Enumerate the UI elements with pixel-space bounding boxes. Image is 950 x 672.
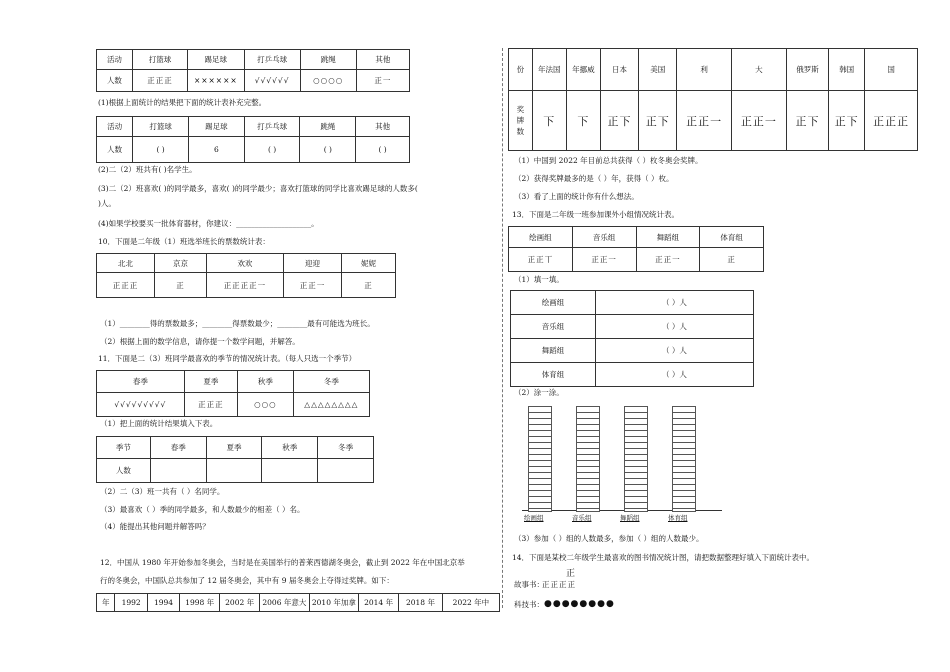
header-cell: 份: [509, 49, 533, 91]
header-cell: 年挪威: [566, 49, 600, 91]
vote-table: [96, 253, 396, 298]
header-cell: 迎迎: [284, 254, 342, 273]
header-cell: 音乐组: [572, 227, 636, 248]
row-cell: 人数: [97, 459, 151, 483]
row-cell: 正正正正一: [206, 273, 283, 298]
header-cell: 国: [865, 49, 918, 91]
row-cell: 正正正: [865, 91, 918, 151]
chart-category-label: 舞蹈组: [620, 514, 640, 522]
header-cell: 妮妮: [342, 254, 396, 273]
row-cell: ( ): [133, 137, 189, 163]
row-cell: 正下: [639, 91, 677, 151]
header-cell: 季节: [97, 437, 151, 459]
row-cell: [318, 459, 374, 483]
header-cell: 年法国: [532, 49, 566, 91]
row-cell: 正下: [786, 91, 828, 151]
problem-11-q4: （4）能提出其他问题并解答吗？: [100, 522, 210, 531]
row-cell: 正正一: [636, 248, 700, 272]
coloring-bar-chart: [522, 402, 722, 524]
question-4: (4)如果学校要买一批体育器材，你建议：____________________。: [98, 219, 319, 228]
header-cell: 欢欢: [206, 254, 283, 273]
problem-11: 11．下面是二（3）班同学最喜欢的季节的情况统计表。（每人只选一个季节）: [98, 354, 357, 363]
group-value-cell: （ ）人: [596, 363, 754, 387]
problem-13-q3: （3）参加（ ）组的人数最多，参加（ ）组的人数最少。: [514, 534, 704, 543]
activity-count-table: [96, 116, 410, 163]
question-3a: (3)二（2）班喜欢( )的同学最多，喜欢( )的同学最少；喜欢打篮球的同学比喜欢踢足球的人数多(: [98, 184, 418, 193]
row-cell: ( ): [244, 137, 300, 163]
header-cell: 春季: [97, 371, 185, 393]
header-cell: 跳绳: [300, 50, 356, 70]
row-cell: 正正正: [132, 70, 187, 92]
row-cell: 2010 年加拿: [309, 594, 358, 612]
header-cell: 舞蹈组: [636, 227, 700, 248]
header-cell: 韩国: [829, 49, 865, 91]
header-cell: 活动: [97, 50, 133, 70]
row-cell: 2018 年: [399, 594, 443, 612]
row-cell: 正正一: [732, 91, 787, 151]
problem-11-q1: （1）把上面的统计结果填入下表。: [100, 419, 218, 428]
header-cell: 利: [677, 49, 732, 91]
problem-12-line1: 12．中国从 1980 年开始参加冬奥会，当时是在美国举行的普莱西德湖冬奥会，截止到 2022 年在中国北京举: [100, 558, 465, 567]
row-cell: 6: [188, 137, 244, 163]
header-cell: 北北: [97, 254, 155, 273]
row-cell: ○○○○: [300, 70, 356, 92]
row-cell: √√√√√√√√√: [97, 393, 185, 417]
row-cell: 下: [566, 91, 600, 151]
olympics-year-table: [96, 593, 500, 612]
row-cell: 1994: [147, 594, 179, 612]
row-cell: [262, 459, 318, 483]
row-cell: 正正一: [572, 248, 636, 272]
problem-13: 13．下面是二年级一班参加课外小组情况统计表。: [512, 210, 680, 219]
row-cell: [150, 459, 206, 483]
problem-12-q3: （3）看了上面的统计你有什么想法。: [514, 192, 639, 201]
header-cell: 其他: [356, 117, 410, 137]
row-cell: 正下: [600, 91, 638, 151]
season-count-table: [96, 436, 374, 483]
group-tally-table: [508, 226, 764, 272]
season-tally-table: [96, 370, 370, 417]
row-cell: ( ): [356, 137, 410, 163]
header-cell: 秋季: [238, 371, 294, 393]
row-cell: △△△△△△△△: [293, 393, 369, 417]
question-1: (1)根据上面统计的结果把下面的统计表补充完整。: [98, 98, 267, 107]
science-book-dots: ●●●●●●●●: [544, 599, 615, 609]
group-count-table: [510, 290, 754, 387]
header-cell: 活动: [97, 117, 133, 137]
chart-bar-column[interactable]: [528, 406, 552, 512]
problem-11-q2: （2）二（3）班一共有（ ）名同学。: [100, 487, 225, 496]
header-cell: 俄罗斯: [786, 49, 828, 91]
row-cell: ( ): [300, 137, 356, 163]
header-cell: 踢足球: [188, 50, 245, 70]
chart-category-label: 绘画组: [524, 514, 544, 522]
problem-13-q1: （1）填一填。: [514, 275, 564, 284]
group-name-cell: 舞蹈组: [511, 339, 596, 363]
row-cell: 人数: [97, 137, 133, 163]
row-cell: 1998 年: [180, 594, 220, 612]
row-cell: 正下: [829, 91, 865, 151]
header-cell: 其他: [356, 50, 409, 70]
header-cell: 打乒乓球: [244, 50, 300, 70]
row-cell: 正正一: [284, 273, 342, 298]
header-cell: 秋季: [262, 437, 318, 459]
problem-10-q1: （1）________得的票数最多；________得票数最少；________最有可能选为班长。: [100, 319, 375, 328]
activity-tally-table: [96, 49, 410, 92]
row-cell: 正正正: [97, 273, 155, 298]
header-cell: 大: [732, 49, 787, 91]
row-cell: 2022 年中: [442, 594, 499, 612]
row-cell: 人数: [97, 70, 133, 92]
story-book-tally: 正正正正: [542, 580, 576, 589]
row-cell: 正正一: [677, 91, 732, 151]
story-book-tally-extra: 正: [566, 569, 577, 579]
row-cell: 2002 年: [220, 594, 260, 612]
row-cell: √√√√√√: [244, 70, 300, 92]
group-name-cell: 体育组: [511, 363, 596, 387]
question-3b: )人。: [98, 199, 116, 208]
row-cell: 正正正: [184, 393, 237, 417]
problem-12-q1: （1）中国到 2022 年目前总共获得（ ）枚冬奥会奖牌。: [514, 156, 703, 165]
column-divider: [502, 48, 503, 608]
chart-bar-column[interactable]: [624, 406, 648, 512]
row-cell: 下: [532, 91, 566, 151]
header-cell: 日本: [600, 49, 638, 91]
row-cell: ××××××: [188, 70, 245, 92]
header-cell: 踢足球: [188, 117, 244, 137]
group-name-cell: 音乐组: [511, 315, 596, 339]
header-cell: 春季: [150, 437, 206, 459]
row-cell: 年: [97, 594, 115, 612]
row-cell: 1992: [115, 594, 147, 612]
problem-14: 14．下面是某校二年级学生最喜欢的图书情况统计图，请把数据整理好填入下面统计表中。: [512, 553, 815, 562]
chart-category-label: 音乐组: [572, 514, 592, 522]
row-cell: 正一: [356, 70, 409, 92]
problem-12-q2: （2）获得奖牌最多的是（ ）年，获得（ ）枚。: [514, 174, 674, 183]
problem-12-line2: 行的冬奥会，中国队总共参加了 12 届冬奥会，其中有 9 届冬奥会上夺得过奖牌。如下：: [100, 576, 394, 585]
header-cell: 绘画组: [509, 227, 573, 248]
row-cell: [206, 459, 262, 483]
header-cell: 夏季: [206, 437, 262, 459]
header-cell: 打篮球: [132, 50, 187, 70]
row-cell: 奖牌数: [509, 91, 533, 151]
story-book-label: 故事书：: [514, 580, 544, 589]
header-cell: 美国: [639, 49, 677, 91]
header-cell: 打篮球: [133, 117, 189, 137]
header-cell: 冬季: [293, 371, 369, 393]
problem-10-q2: （2）根据上面的数学信息，请你提一个数学问题，并解答。: [100, 337, 300, 346]
chart-bar-column[interactable]: [672, 406, 696, 512]
row-cell: ○○○: [238, 393, 294, 417]
header-cell: 冬季: [318, 437, 374, 459]
chart-category-label: 体育组: [668, 514, 688, 522]
row-cell: 正: [342, 273, 396, 298]
header-cell: 跳绳: [300, 117, 356, 137]
science-book-label: 科技书：: [514, 600, 544, 609]
row-cell: 正正丅: [509, 248, 573, 272]
header-cell: 京京: [155, 254, 207, 273]
row-cell: 2006 年意大: [260, 594, 309, 612]
group-value-cell: （ ）人: [596, 291, 754, 315]
problem-10: 10．下面是二年级（1）班选举班长的票数统计表：: [98, 237, 270, 246]
question-2: (2)二（2）班共有( )名学生。: [98, 165, 197, 174]
chart-bar-column[interactable]: [576, 406, 600, 512]
group-value-cell: （ ）人: [596, 339, 754, 363]
header-cell: 体育组: [700, 227, 764, 248]
olympics-medal-table: [508, 48, 918, 151]
row-cell: 正: [700, 248, 764, 272]
group-name-cell: 绘画组: [511, 291, 596, 315]
header-cell: 夏季: [184, 371, 237, 393]
row-cell: 正: [155, 273, 207, 298]
problem-11-q3: （3）最喜欢（ ）季的同学最多，和人数最少的相差（ ）名。: [100, 505, 305, 514]
header-cell: 打乒乓球: [244, 117, 300, 137]
problem-13-q2: （2）涂一涂。: [514, 388, 564, 397]
group-value-cell: （ ）人: [596, 315, 754, 339]
row-cell: 2014 年: [359, 594, 399, 612]
